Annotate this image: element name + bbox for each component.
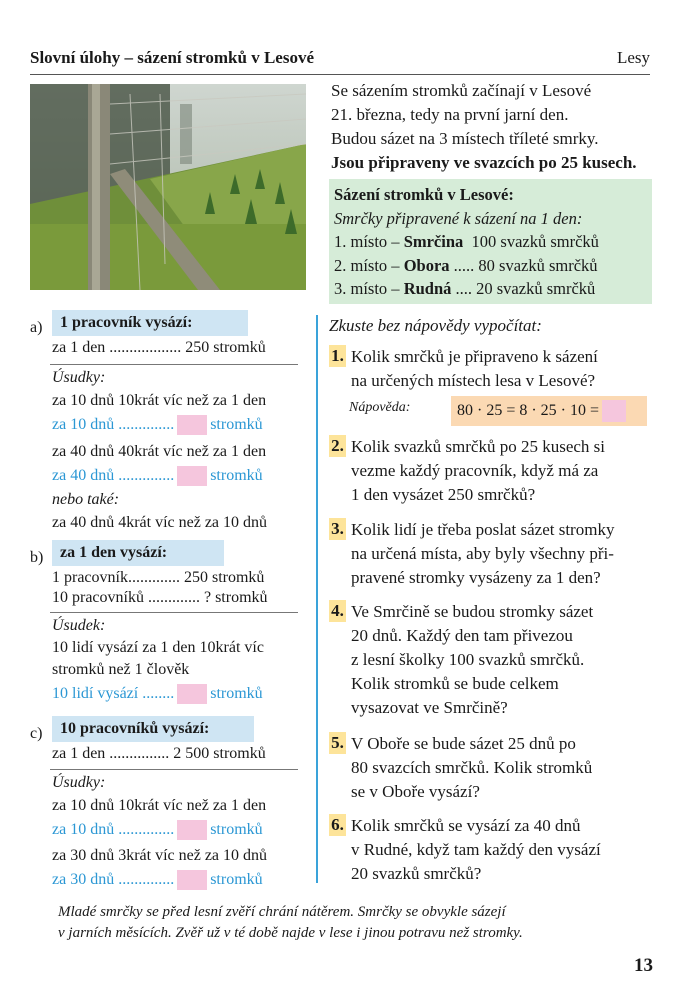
- question-text: V Oboře se bude sázet 25 dnů po 80 svazcích smrčků. Kolik stromků se v Oboře vysází?: [351, 734, 593, 801]
- answer-box[interactable]: [177, 415, 207, 435]
- reasoning-line: stromků než 1 člověk: [52, 661, 190, 678]
- section-label: Lesy: [616, 48, 650, 67]
- question-number: 5.: [329, 732, 346, 754]
- intro-text: [331, 79, 661, 175]
- question-number: 1.: [329, 345, 346, 367]
- reasoning-line: za 10 dnů 10krát víc než za 1 den: [52, 392, 267, 409]
- intro-line: Budou sázet na 3 místech tříleté smrky.: [331, 129, 599, 148]
- reasoning-label: Úsudky:: [52, 774, 106, 791]
- question-text: Kolik smrčků se vysází za 40 dnů v Rudné, když tam každý den vysází 20 svazků smrčků?: [351, 816, 601, 883]
- answer-box[interactable]: [602, 400, 626, 422]
- answer-box[interactable]: [177, 684, 207, 704]
- divider: [50, 769, 298, 770]
- divider: [50, 612, 298, 613]
- plan-subtitle: Smrčky připravené k sázení na 1 den:: [334, 208, 583, 228]
- answer-box[interactable]: [177, 820, 207, 840]
- plan-title: Sázení stromků v Lesové:: [334, 185, 514, 204]
- hint-label: Nápověda:: [349, 400, 411, 415]
- answer-line: za 10 dnů .............. stromků: [52, 413, 300, 437]
- section-letter: a): [30, 319, 43, 336]
- reasoning-line: za 40 dnů 40krát víc než za 1 den: [52, 443, 267, 460]
- given-line: za 1 den ............... 2 500 stromků: [52, 745, 266, 762]
- given-line: 1 pracovník............. 250 stromků: [52, 569, 265, 586]
- section-title-bar: 1 pracovník vysází:: [52, 310, 248, 336]
- answer-box[interactable]: [177, 466, 207, 486]
- answer-line: za 40 dnů .............. stromků: [52, 464, 300, 488]
- footer-note: [58, 902, 638, 944]
- reasoning-line: za 40 dnů 4krát víc než za 10 dnů: [52, 514, 268, 531]
- footer-line: Mladé smrčky se před lesní zvěří chrání nátěrem. Smrčky se obvykle sázejí: [58, 904, 506, 920]
- page-title: Slovní úlohy – sázení stromků v Lesové: [30, 48, 315, 67]
- plan-row: 2. místo – Obora ..... 80 svazků smrčků: [334, 255, 598, 275]
- hint-box: 80 · 25 = 8 · 25 · 10 =: [451, 396, 647, 426]
- page-header: [30, 48, 650, 75]
- question-text: Kolik svazků smrčků po 25 kusech si vezme každý pracovník, když má za 1 den vysázet 250 smrčků?: [351, 437, 606, 504]
- intro-bold-line: Jsou připraveny ve svazcích po 25 kusech.: [331, 153, 637, 172]
- question-number: 4.: [329, 600, 346, 622]
- answer-line: za 30 dnů .............. stromků: [52, 868, 300, 892]
- questions-intro: Zkuste bez nápovědy vypočítat:: [329, 316, 542, 335]
- question-text: Kolik smrčků je připraveno k sázení na určených místech lesa v Lesové?: [351, 347, 598, 390]
- answer-box[interactable]: [177, 870, 207, 890]
- question-text: Ve Smrčině se budou stromky sázet 20 dnů. Každý den tam přivezou z lesní školky 100 svazků smrčků. Kolik stromků se bude celkem vysazovat ve Smrčině?: [351, 602, 594, 717]
- forest-fence-photo: [30, 84, 306, 290]
- section-title-bar: 10 pracovníků vysází:: [52, 716, 254, 742]
- column-divider: [316, 315, 318, 883]
- intro-line: 21. března, tedy na první jarní den.: [331, 105, 569, 124]
- question-number: 3.: [329, 518, 346, 540]
- answer-line: za 10 dnů .............. stromků: [52, 818, 300, 842]
- plan-row: 1. místo – Smrčina 100 svazků smrčků: [334, 232, 599, 251]
- given-line: za 1 den .................. 250 stromků: [52, 339, 266, 356]
- footer-line: v jarních měsících. Zvěř už v té době najde v lese i jinou potravu než stromky.: [58, 925, 523, 941]
- answer-line: 10 lidí vysází ........ stromků: [52, 682, 300, 706]
- section-letter: b): [30, 549, 44, 566]
- plan-row: 3. místo – Rudná .... 20 svazků smrčků: [334, 279, 596, 298]
- section-letter: c): [30, 725, 43, 742]
- planting-plan-box: [329, 179, 652, 304]
- divider: [50, 364, 298, 365]
- reasoning-line: za 10 dnů 10krát víc než za 1 den: [52, 797, 267, 814]
- question-number: 6.: [329, 814, 346, 836]
- page-number: 13: [634, 955, 653, 976]
- reasoning-line: za 30 dnů 3krát víc než za 10 dnů: [52, 847, 268, 864]
- question-number: 2.: [329, 435, 346, 457]
- reasoning-line: 10 lidí vysází za 1 den 10krát víc: [52, 639, 264, 656]
- intro-line: Se sázením stromků začínají v Lesové: [331, 81, 592, 100]
- section-title-bar: za 1 den vysází:: [52, 540, 224, 566]
- question-text: Kolik lidí je třeba poslat sázet stromky na určená místa, aby byly všechny při- pravené stromky vysázeny za 1 den?: [351, 520, 615, 587]
- reasoning-label: Úsudky:: [52, 369, 106, 386]
- given-line: 10 pracovníků ............. ? stromků: [52, 589, 268, 606]
- reasoning-label: Úsudek:: [52, 617, 106, 634]
- alt-label: nebo také:: [52, 491, 120, 508]
